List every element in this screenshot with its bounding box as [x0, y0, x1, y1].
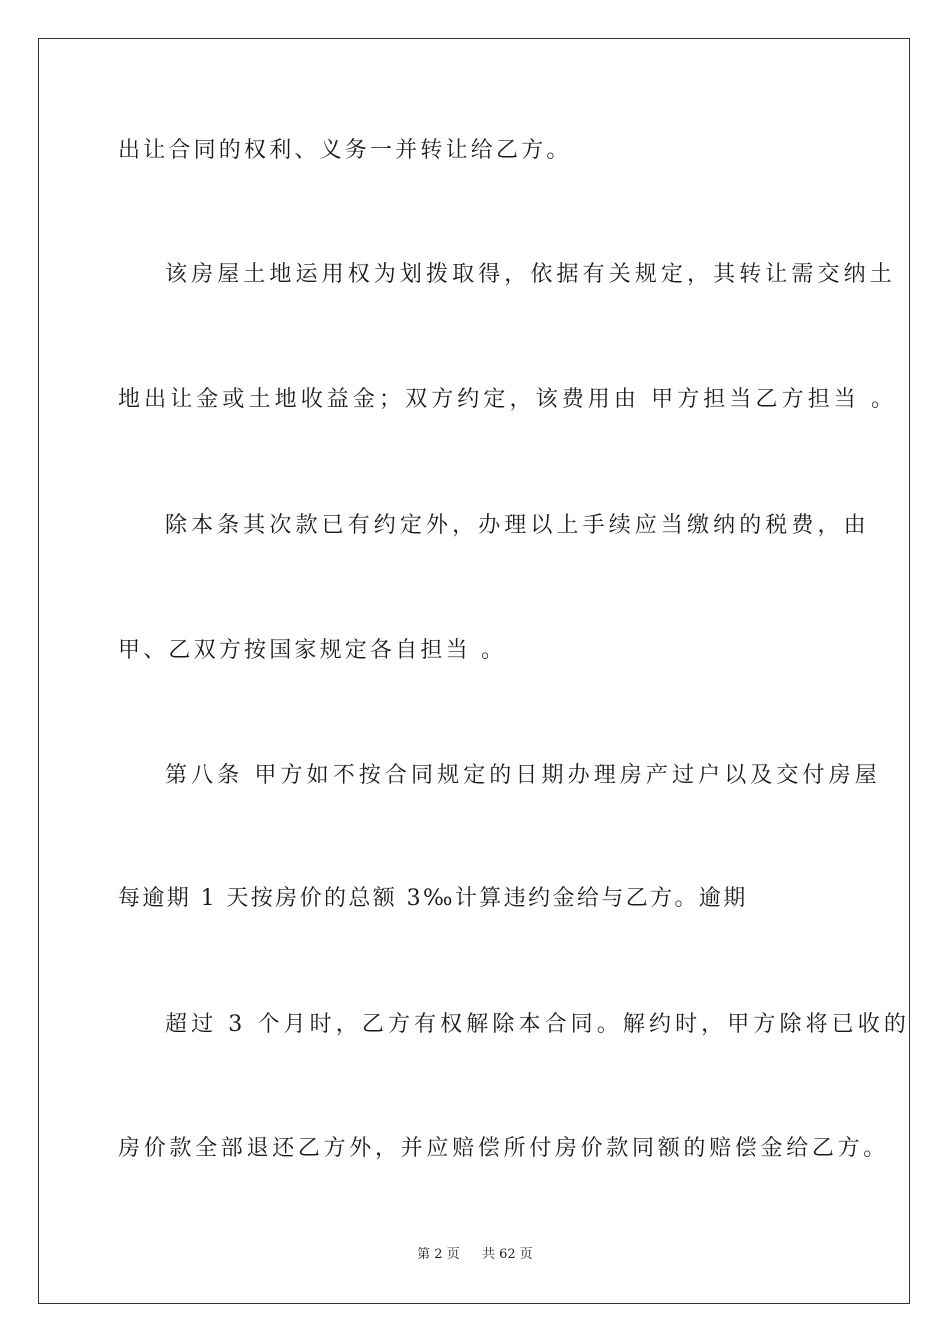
paragraph-line: 每逾期 1 天按房价的总额 3‰计算违约金给与乙方。逾期 [118, 886, 748, 911]
page-total: 共 62 页 [482, 1247, 533, 1262]
page-border [38, 38, 910, 1304]
page-number: 第 2 页 [417, 1247, 460, 1262]
paragraph-line: 除本条其次款已有约定外，办理以上手续应当缴纳的税费，由 [165, 513, 870, 538]
paragraph-line: 出让合同的权利、义务一并转让给乙方。 [118, 138, 572, 163]
paragraph-line: 甲、乙双方按国家规定各自担当 。 [118, 638, 507, 663]
paragraph-line: 该房屋土地运用权为划拨取得，依据有关规定，其转让需交纳土 [165, 262, 896, 287]
paragraph-line: 房价款全部退还乙方外，并应赔偿所付房价款同额的赔偿金给乙方。 [118, 1136, 890, 1161]
paragraph-line: 超过 3 个月时，乙方有权解除本合同。解约时，甲方除将已收的 [165, 1012, 910, 1037]
page-footer [0, 1246, 950, 1264]
paragraph-line: 地出让金或土地收益金；双方约定，该费用由 甲方担当乙方担当 。 [118, 387, 898, 412]
paragraph-line: 第八条 甲方如不按合同规定的日期办理房产过户以及交付房屋 [165, 763, 881, 788]
